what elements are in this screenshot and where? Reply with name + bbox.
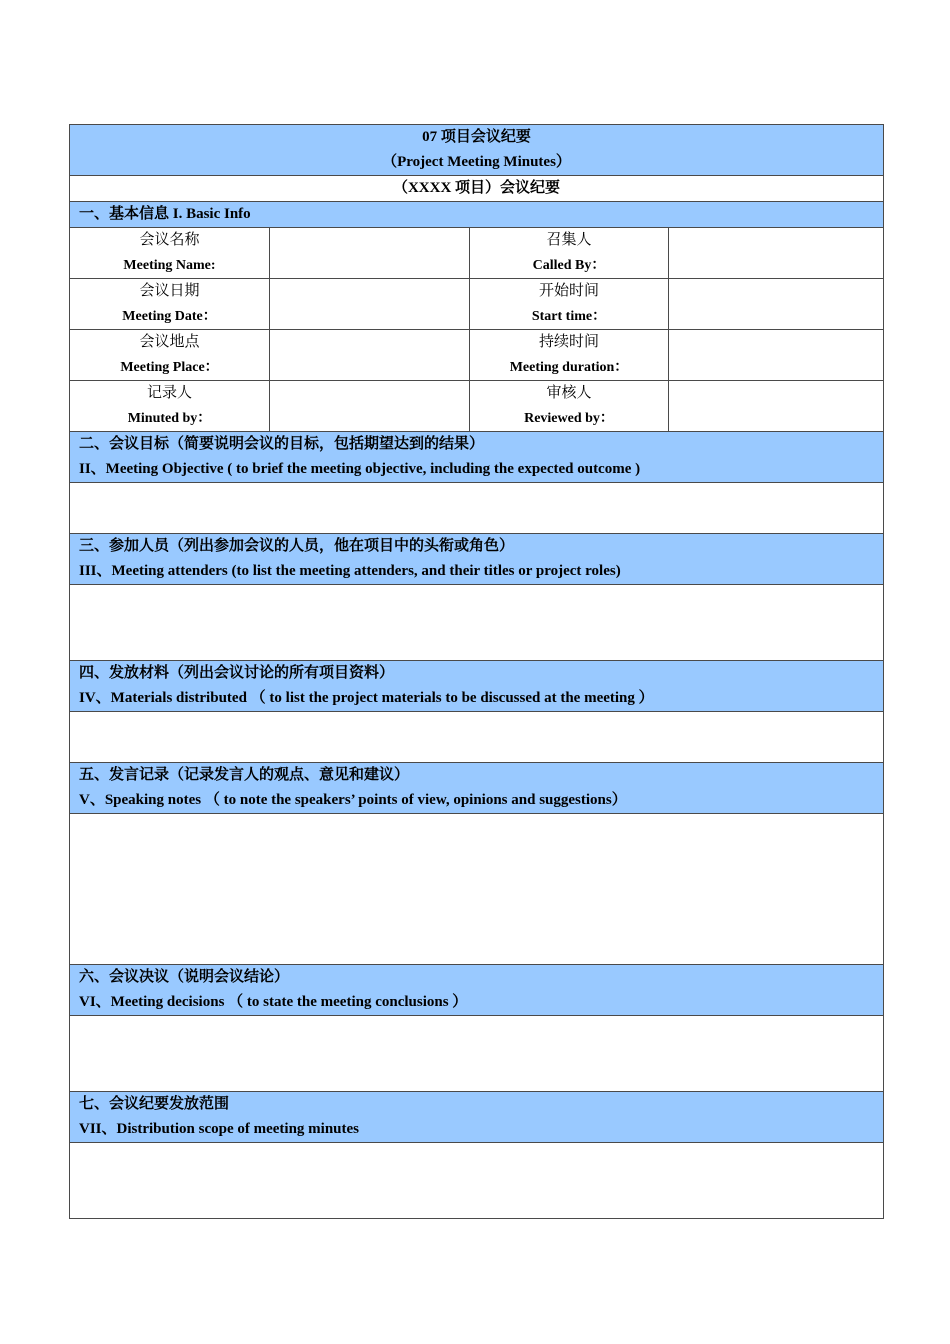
meeting-name-label-cn: 会议名称 bbox=[139, 232, 200, 248]
title-line-1: 07 项目会议纪要 bbox=[422, 129, 531, 145]
section-materials-title-en: IV、Materials distributed （ to list the project materials to be discussed at the meeting ） bbox=[79, 690, 654, 706]
reviewed-by-label-cn: 审核人 bbox=[546, 385, 592, 401]
section-decisions-heading bbox=[70, 965, 884, 1016]
meeting-duration-label-cn: 持续时间 bbox=[538, 334, 599, 350]
title-line-2: （Project Meeting Minutes） bbox=[382, 154, 571, 170]
reviewed-by-field[interactable] bbox=[669, 381, 884, 432]
called-by-label-cn: 召集人 bbox=[546, 232, 592, 248]
section-materials-heading bbox=[70, 661, 884, 712]
section-materials-title-cn: 四、发放材料（列出会议讨论的所有项目资料） bbox=[79, 665, 395, 681]
reviewed-by-label-en: Reviewed by： bbox=[524, 411, 614, 426]
called-by-field[interactable] bbox=[669, 228, 884, 279]
meeting-date-field[interactable] bbox=[270, 279, 470, 330]
meeting-duration-label bbox=[470, 330, 669, 381]
section-decisions-title-cn: 六、会议决议（说明会议结论） bbox=[79, 969, 290, 985]
minuted-by-label-en: Minuted by： bbox=[127, 411, 212, 426]
section-distribution-heading bbox=[70, 1092, 884, 1143]
meeting-date-label-en: Meeting Date： bbox=[122, 309, 217, 324]
section-speaking-notes-content[interactable] bbox=[70, 814, 884, 965]
minuted-by-label bbox=[70, 381, 270, 432]
meeting-duration-field[interactable] bbox=[669, 330, 884, 381]
meeting-name-label-en: Meeting Name: bbox=[123, 258, 216, 273]
meeting-name-label bbox=[70, 228, 270, 279]
form-subtitle: （XXXX 项目）会议纪要 bbox=[70, 176, 884, 202]
section-objective-heading bbox=[70, 432, 884, 483]
section-distribution-title-en: VII、Distribution scope of meeting minutes bbox=[79, 1121, 359, 1137]
meeting-place-label bbox=[70, 330, 270, 381]
section-speaking-notes-heading bbox=[70, 763, 884, 814]
meeting-minutes-form bbox=[69, 124, 884, 1219]
start-time-label-en: Start time： bbox=[531, 309, 607, 324]
section-distribution-content[interactable] bbox=[70, 1143, 884, 1219]
meeting-name-field[interactable] bbox=[270, 228, 470, 279]
section-objective-title-en: II、Meeting Objective ( to brief the meeting objective, including the expected outcome ) bbox=[79, 461, 641, 477]
called-by-label-en: Called By： bbox=[532, 258, 606, 273]
reviewed-by-label bbox=[470, 381, 669, 432]
section-attenders-title-en: III、Meeting attenders (to list the meeting attenders, and their titles or project roles) bbox=[79, 563, 621, 579]
meeting-date-label bbox=[70, 279, 270, 330]
meeting-place-label-en: Meeting Place： bbox=[120, 360, 219, 375]
form-title bbox=[70, 125, 884, 176]
start-time-field[interactable] bbox=[669, 279, 884, 330]
start-time-label bbox=[470, 279, 669, 330]
meeting-place-label-cn: 会议地点 bbox=[139, 334, 200, 350]
start-time-label-cn: 开始时间 bbox=[538, 283, 599, 299]
section-speaking-notes-title-cn: 五、发言记录（记录发言人的观点、意见和建议） bbox=[79, 767, 410, 783]
meeting-duration-label-en: Meeting duration： bbox=[509, 360, 629, 375]
section-speaking-notes-title-en: V、Speaking notes （ to note the speakers’ points of view, opinions and suggestions） bbox=[79, 792, 627, 808]
section-decisions-title-en: VI、Meeting decisions （ to state the meeting conclusions ） bbox=[79, 994, 468, 1010]
section-decisions-content[interactable] bbox=[70, 1016, 884, 1092]
minuted-by-field[interactable] bbox=[270, 381, 470, 432]
meeting-date-label-cn: 会议日期 bbox=[139, 283, 200, 299]
section-attenders-heading bbox=[70, 534, 884, 585]
section-distribution-title-cn: 七、会议纪要发放范围 bbox=[79, 1096, 230, 1112]
meeting-place-field[interactable] bbox=[270, 330, 470, 381]
section-objective-content[interactable] bbox=[70, 483, 884, 534]
minuted-by-label-cn: 记录人 bbox=[146, 385, 192, 401]
basic-info-heading: 一、基本信息 I. Basic Info bbox=[70, 202, 884, 228]
section-attenders-content[interactable] bbox=[70, 585, 884, 661]
section-attenders-title-cn: 三、参加人员（列出参加会议的人员，他在项目中的头衔或角色） bbox=[79, 538, 515, 554]
section-materials-content[interactable] bbox=[70, 712, 884, 763]
called-by-label bbox=[470, 228, 669, 279]
section-objective-title-cn: 二、会议目标（简要说明会议的目标，包括期望达到的结果） bbox=[79, 436, 485, 452]
